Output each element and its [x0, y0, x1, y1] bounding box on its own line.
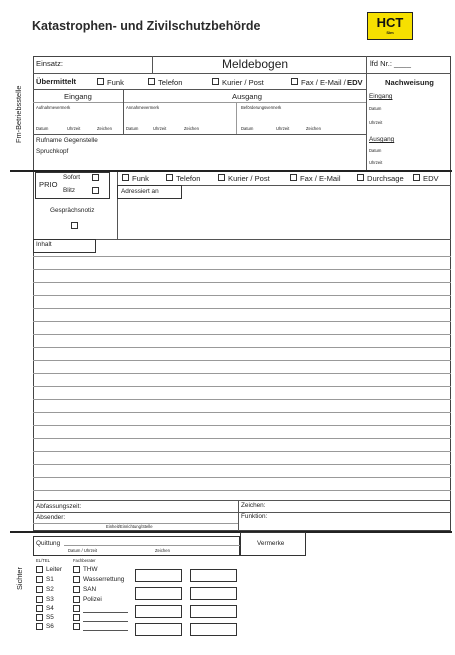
absender-label: Absender: [36, 514, 66, 521]
checkbox-leiter[interactable] [36, 566, 43, 573]
abfassungszeit-label: Abfassungszeit: [36, 503, 82, 510]
leiter-label: Leiter [46, 566, 62, 573]
prio-box [35, 172, 110, 199]
sichter-box-3a[interactable] [135, 605, 182, 618]
zeichen-label: Zeichen: [241, 502, 266, 509]
eingang-uhrzeit: Uhrzeit [67, 126, 81, 131]
option-telefon: Telefon [158, 78, 183, 87]
checkbox-kurier[interactable] [212, 78, 219, 85]
nachweisung-eingang-datum: Datum [369, 106, 382, 111]
meldebogen-title: Meldebogen [222, 57, 289, 71]
s2-label: S2 [46, 586, 54, 593]
prio-option-durchsage: Durchsage [367, 174, 404, 183]
ausgang-uhrzeit: Uhrzeit [153, 126, 167, 131]
checkbox-s3[interactable] [36, 596, 43, 603]
adressiert-an-label: Adressiert an [121, 188, 159, 195]
separator-bottom [10, 531, 452, 533]
ausgang-label: Ausgang [232, 92, 262, 101]
checkbox-san[interactable] [73, 586, 80, 593]
eingang-datum: Datum [36, 126, 49, 131]
spruchkopf-label: Spruchkopf [36, 148, 69, 155]
option-funk: Funk [107, 78, 124, 87]
sofort-label: Sofort [63, 174, 81, 181]
checkbox-fax[interactable] [291, 78, 298, 85]
lfd-nr-field[interactable]: lfd Nr.: ____ [370, 59, 411, 68]
ausgang-zeichen: Zeichen [184, 126, 199, 131]
s3-label: S3 [46, 596, 54, 603]
page-title: Katastrophen- und Zivilschutzbehörde [32, 19, 261, 33]
annahmevermerk-label: Annahmevermerk [126, 105, 160, 110]
checkbox-prio-telefon[interactable] [166, 174, 173, 181]
ausgang-datum: Datum [126, 126, 139, 131]
inhalt-label: Inhalt [36, 241, 52, 248]
prio-label: PRIO [39, 180, 58, 189]
wasserrettung-label: Wasserrettung [83, 576, 125, 583]
nachweisung-ausgang-datum: Datum [369, 148, 382, 153]
sichter-box-2a[interactable] [135, 587, 182, 600]
uebermittelt-label: Übermittelt [36, 77, 77, 86]
s1-label: S1 [46, 576, 54, 583]
checkbox-gespraechsnotiz[interactable] [71, 222, 78, 229]
befoerderungsvermerk-label: Beförderungsvermerk [241, 105, 282, 110]
quittung-zeichen: Zeichen [155, 548, 170, 553]
sichter-box-4a[interactable] [135, 623, 182, 636]
checkbox-wasserrettung[interactable] [73, 576, 80, 583]
einheit-label: Einheit/Einrichtung/Stelle [106, 524, 153, 529]
fachberater-label: Fachberater [73, 558, 96, 563]
sichter-box-2b[interactable] [190, 587, 237, 600]
checkbox-telefon[interactable] [148, 78, 155, 85]
prio-option-funk: Funk [132, 174, 149, 183]
aufnahmevermerk-label: Aufnahmevermerk [36, 105, 71, 110]
checkbox-thw[interactable] [73, 566, 80, 573]
befoerderung-datum: Datum [241, 126, 254, 131]
funktion-label: Funktion: [241, 513, 268, 520]
option-kurier: Kurier / Post [222, 78, 264, 87]
checkbox-s1[interactable] [36, 576, 43, 583]
eingang-zeichen: Zeichen [97, 126, 112, 131]
sichter-box-1a[interactable] [135, 569, 182, 582]
quittung-box [33, 536, 240, 556]
quittung-label: Quittung [36, 540, 61, 547]
side-label-fm-betriebsstelle: Fm-Betriebsstelle [14, 85, 23, 143]
checkbox-extra-2[interactable] [73, 614, 80, 621]
logo-text: HCT [376, 15, 404, 30]
prio-option-fax: Fax / E-Mail [300, 174, 341, 183]
prio-option-edv: EDV [423, 174, 439, 183]
nachweisung-eingang: Eingang [369, 93, 393, 100]
checkbox-s6[interactable] [36, 623, 43, 630]
befoerderung-zeichen: Zeichen [306, 126, 321, 131]
nachweisung-label: Nachweisung [385, 78, 434, 87]
nachweisung-eingang-uhrzeit: Uhrzeit [369, 120, 383, 125]
nachweisung-ausgang-uhrzeit: Uhrzeit [369, 160, 383, 165]
prio-option-kurier: Kurier / Post [228, 174, 270, 183]
checkbox-prio-edv[interactable] [413, 174, 420, 181]
checkbox-funk[interactable] [97, 78, 104, 85]
einsatz-label: Einsatz: [36, 59, 64, 68]
befoerderung-uhrzeit: Uhrzeit [276, 126, 290, 131]
checkbox-polizei[interactable] [73, 596, 80, 603]
vermerke-label: Vermerke [257, 540, 285, 547]
logo-subtext: Sim [386, 30, 394, 35]
sichter-box-1b[interactable] [190, 569, 237, 582]
checkbox-extra-1[interactable] [73, 605, 80, 612]
sichter-box-4b[interactable] [190, 623, 237, 636]
el-tel-label: EL/TEL [36, 558, 50, 563]
checkbox-prio-fax[interactable] [290, 174, 297, 181]
checkbox-s5[interactable] [36, 614, 43, 621]
checkbox-s2[interactable] [36, 586, 43, 593]
blitz-label: Blitz [63, 187, 76, 194]
quittung-datum-uhrzeit: Datum / Uhrzeit [68, 548, 98, 553]
prio-option-telefon: Telefon [176, 174, 201, 183]
checkbox-prio-kurier[interactable] [218, 174, 225, 181]
checkbox-prio-funk[interactable] [122, 174, 129, 181]
rufname-label: Rufname Gegenstelle [36, 137, 98, 144]
s6-label: S6 [46, 623, 54, 630]
nachweisung-ausgang: Ausgang [369, 136, 395, 143]
s5-label: S5 [46, 614, 54, 621]
side-label-sichter: Sichter [15, 566, 24, 590]
eingang-label: Eingang [64, 92, 92, 101]
san-label: SAN [83, 586, 97, 593]
option-edv: EDV [347, 78, 363, 87]
polizei-label: Polizei [83, 596, 102, 603]
s4-label: S4 [46, 605, 54, 612]
gespraechsnotiz-label: Gesprächsnotiz [50, 207, 95, 214]
sichter-box-3b[interactable] [190, 605, 237, 618]
thw-label: THW [83, 566, 98, 573]
checkbox-extra-3[interactable] [73, 623, 80, 630]
checkbox-s4[interactable] [36, 605, 43, 612]
option-fax: Fax / E-Mail / [301, 78, 346, 87]
hct-logo [367, 12, 413, 40]
checkbox-prio-durchsage[interactable] [357, 174, 364, 181]
